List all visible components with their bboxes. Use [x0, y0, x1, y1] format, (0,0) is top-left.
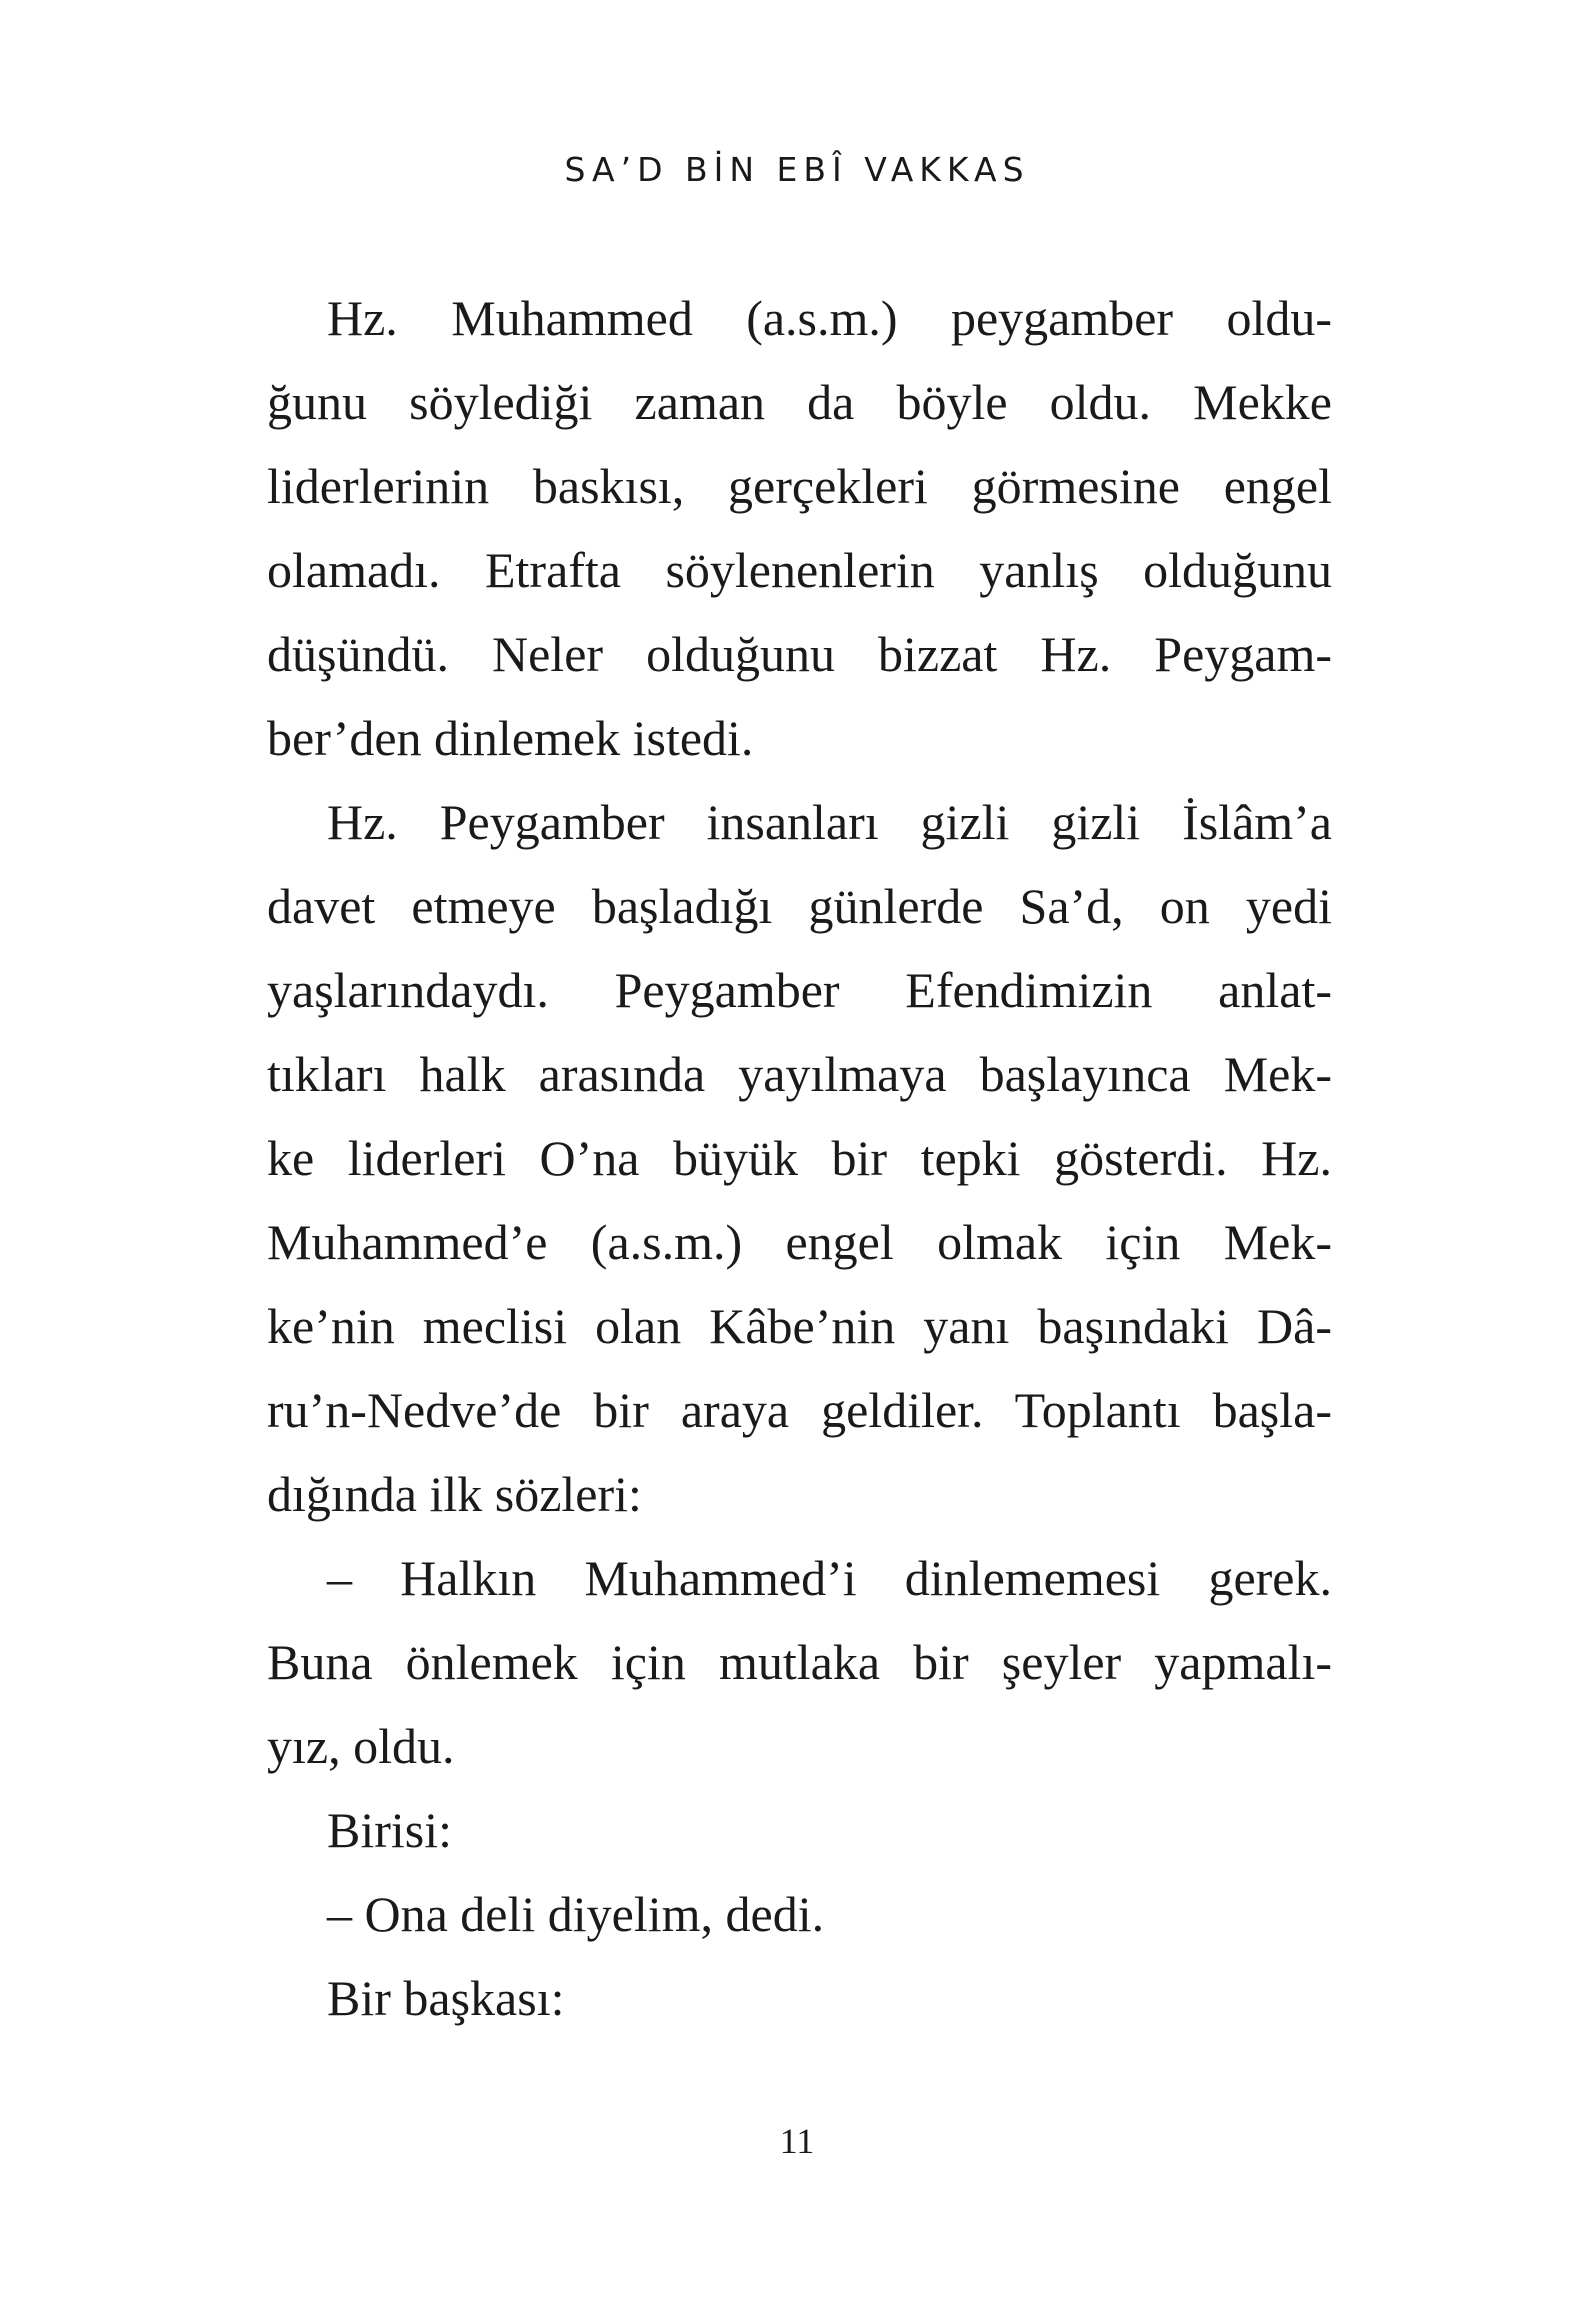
- text-line: ber’den dinlemek istedi.: [267, 710, 754, 766]
- body-text: [267, 288, 1332, 2052]
- text-line: Birisi:: [327, 1802, 453, 1858]
- text-line: olamadı. Etrafta söylenenlerin yanlış olduğunu: [267, 542, 1332, 598]
- text-line: düşündü. Neler olduğunu bizzat Hz. Peygam-: [267, 626, 1332, 682]
- text-line: ru’n-Nedve’de bir araya geldiler. Toplantı başla-: [267, 1382, 1332, 1438]
- text-line: dığında ilk sözleri:: [267, 1466, 642, 1522]
- text-line: ke’nin meclisi olan Kâbe’nin yanı başındaki Dâ-: [267, 1298, 1332, 1354]
- text-line: – Halkın Muhammed’i dinlememesi gerek.: [327, 1550, 1332, 1606]
- text-line: liderlerinin baskısı, gerçekleri görmesine engel: [267, 458, 1332, 514]
- text-line: ke liderleri O’na büyük bir tepki gösterdi. Hz.: [267, 1130, 1332, 1186]
- text-line: yız, oldu.: [267, 1718, 455, 1774]
- text-line: davet etmeye başladığı günlerde Sa’d, on yedi: [267, 878, 1332, 934]
- text-line: – Ona deli diyelim, dedi.: [327, 1886, 825, 1942]
- page-number: 11: [779, 2121, 815, 2161]
- text-line: Hz. Muhammed (a.s.m.) peygamber oldu-: [327, 290, 1332, 346]
- text-line: tıkları halk arasında yayılmaya başlayınca Mek-: [267, 1046, 1332, 1102]
- text-line: yaşlarındaydı. Peygamber Efendimizin anlat-: [267, 962, 1332, 1018]
- running-head: SA’D BİN EBÎ VAKKAS: [564, 150, 1030, 189]
- text-line: Muhammed’e (a.s.m.) engel olmak için Mek-: [267, 1214, 1332, 1270]
- text-line: Bir başkası:: [327, 1970, 565, 2026]
- text-line: Hz. Peygamber insanları gizli gizli İslâm’a: [327, 794, 1332, 850]
- text-line: Buna önlemek için mutlaka bir şeyler yapmalı-: [267, 1634, 1332, 1690]
- text-line: ğunu söylediği zaman da böyle oldu. Mekke: [267, 374, 1332, 430]
